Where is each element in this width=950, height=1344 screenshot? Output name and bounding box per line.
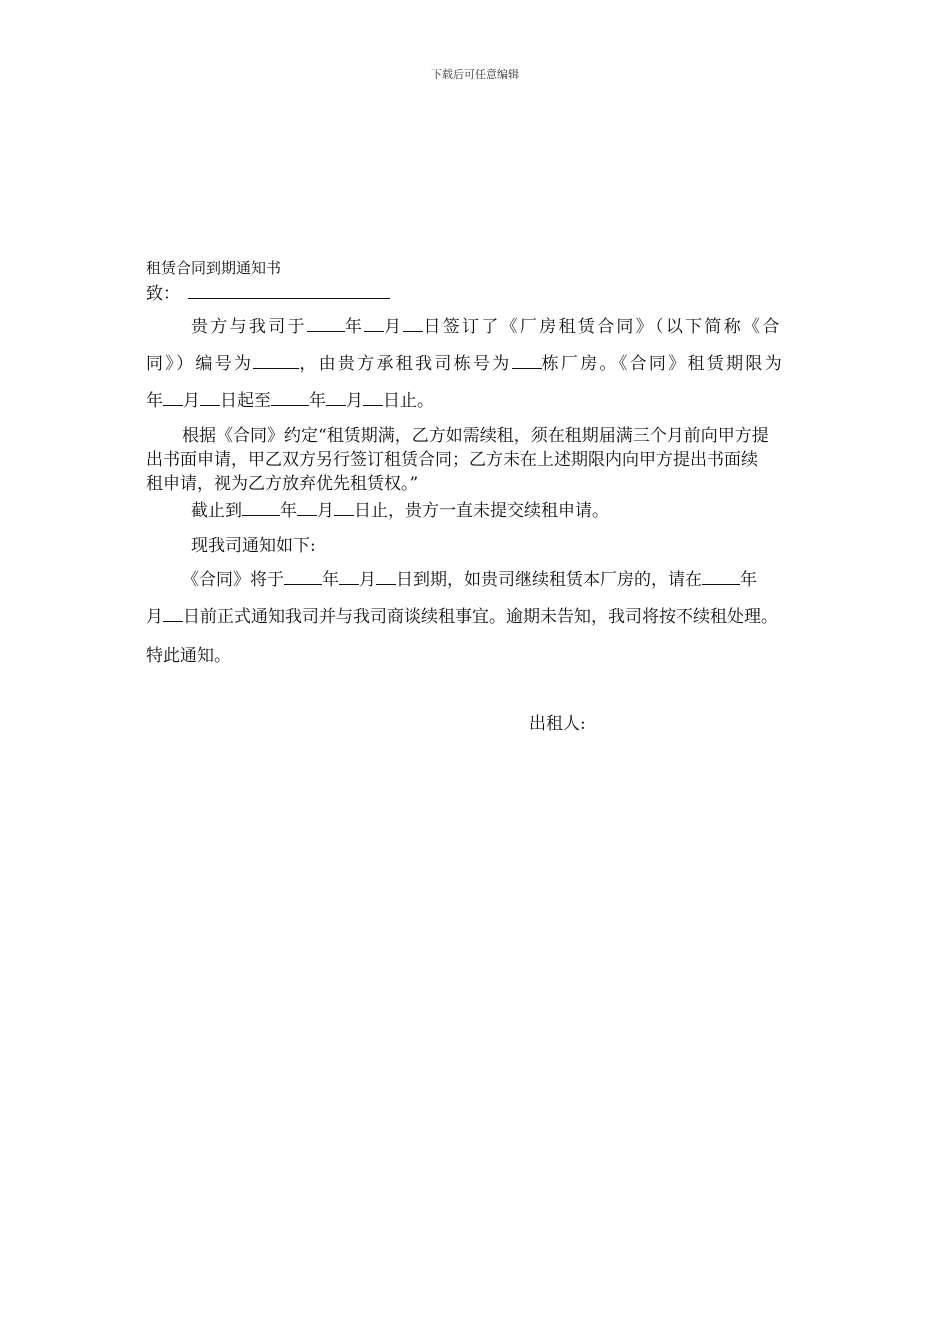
page-header-note: 下载后可任意编辑 bbox=[431, 68, 519, 81]
text-segment: 日止。 bbox=[383, 391, 434, 411]
paragraph-1-line-1 bbox=[191, 316, 782, 338]
text-segment: 月 bbox=[317, 501, 334, 521]
day-blank bbox=[363, 390, 383, 406]
day-blank bbox=[163, 606, 183, 622]
year-blank bbox=[307, 316, 345, 332]
closing-text: 特此通知。 bbox=[146, 646, 231, 666]
paragraph-2-line-3: 租申请，视为乙方放弃优先租赁权。” bbox=[146, 474, 419, 494]
recipient-label: 致： bbox=[146, 284, 180, 304]
text-segment: 年 bbox=[322, 570, 339, 590]
text-segment: 日止，贵方一直未提交续租申请。 bbox=[354, 501, 609, 521]
text-segment: ，由贵方承租我司栋号为 bbox=[299, 354, 512, 374]
recipient-blank bbox=[188, 283, 390, 299]
year-blank bbox=[702, 569, 740, 585]
paragraph-2-line-2: 出书面申请，甲乙双方另行签订租赁合同；乙方未在上述期限内向甲方提出书面续 bbox=[146, 450, 758, 470]
month-blank bbox=[297, 500, 317, 516]
contract-number-blank bbox=[253, 353, 299, 369]
paragraph-1-line-3 bbox=[146, 390, 434, 412]
text-segment: 年 bbox=[280, 501, 297, 521]
month-blank bbox=[326, 390, 346, 406]
text-segment: 月 bbox=[183, 391, 200, 411]
paragraph-3 bbox=[191, 500, 609, 522]
text-segment: 截止到 bbox=[191, 501, 242, 521]
month-blank bbox=[339, 569, 359, 585]
text-segment: 月 bbox=[359, 570, 376, 590]
text-segment: 年 bbox=[344, 317, 365, 337]
year-blank bbox=[271, 390, 309, 406]
text-segment: 年 bbox=[309, 391, 326, 411]
paragraph-4: 现我司通知如下: bbox=[191, 536, 316, 556]
year-blank bbox=[284, 569, 322, 585]
text-segment: 日起至 bbox=[220, 391, 271, 411]
year-blank bbox=[242, 500, 280, 516]
paragraph-5-line-2 bbox=[146, 606, 778, 628]
text-segment: 日前正式通知我司并与我司商谈续租事宜。逾期未告知，我司将按不续租处理。 bbox=[183, 607, 778, 627]
lessor-signature-label: 出租人: bbox=[529, 714, 586, 734]
text-segment: 贵方与我司于 bbox=[191, 317, 307, 337]
paragraph-5-line-1 bbox=[182, 569, 757, 591]
day-blank bbox=[334, 500, 354, 516]
day-blank bbox=[200, 390, 220, 406]
text-segment: 年 bbox=[146, 391, 163, 411]
month-blank bbox=[364, 316, 384, 332]
text-segment: 月 bbox=[384, 317, 404, 337]
document-title: 租赁合同到期通知书 bbox=[146, 259, 282, 277]
text-segment: 日签订了《厂房租赁合同》（以下简称《合 bbox=[423, 317, 782, 337]
day-blank bbox=[376, 569, 396, 585]
text-segment: 栋厂房。《合同》租赁期限为 bbox=[541, 354, 785, 374]
paragraph-2-line-1: 根据《合同》约定“租赁期满，乙方如需续租，须在租期届满三个月前向甲方提 bbox=[182, 426, 769, 446]
building-number-blank bbox=[512, 353, 542, 369]
paragraph-1-line-2 bbox=[146, 353, 784, 375]
text-segment: 月 bbox=[146, 607, 163, 627]
recipient-line bbox=[146, 283, 390, 305]
text-segment: 同》）编号为 bbox=[146, 354, 254, 374]
month-blank bbox=[163, 390, 183, 406]
day-blank bbox=[403, 316, 423, 332]
text-segment: 日到期，如贵司继续租赁本厂房的，请在 bbox=[396, 570, 702, 590]
text-segment: 月 bbox=[346, 391, 363, 411]
text-segment: 《合同》将于 bbox=[182, 570, 284, 590]
text-segment: 年 bbox=[740, 570, 757, 590]
